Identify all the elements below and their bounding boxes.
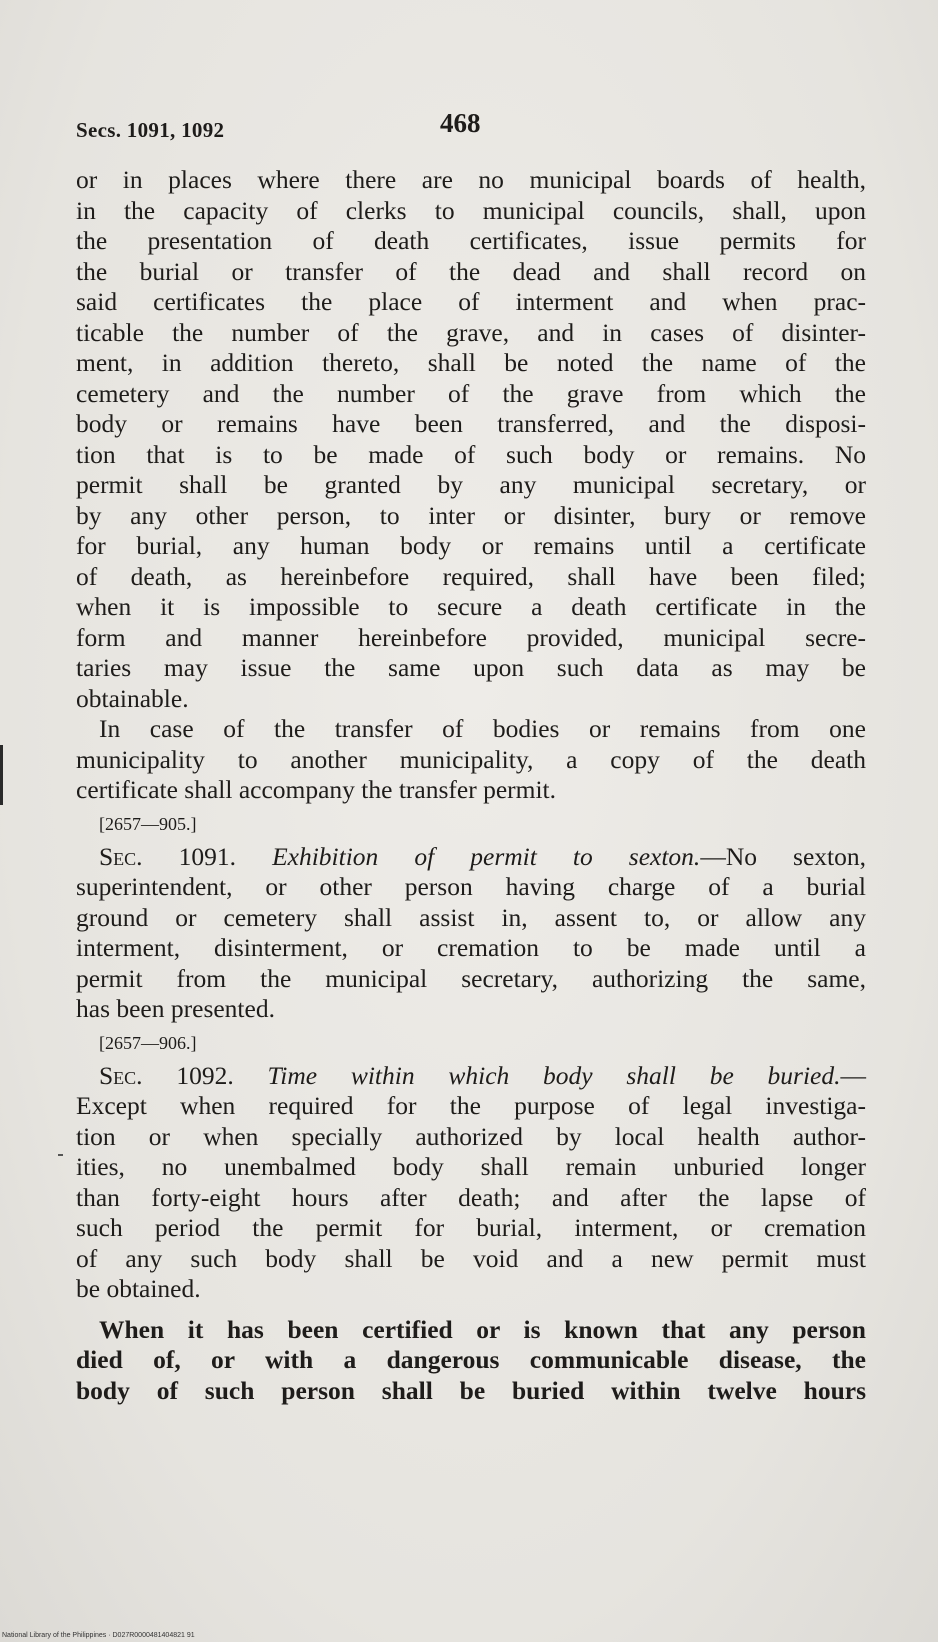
text-line: In case of the transfer of bodies or remains from one — [99, 714, 866, 743]
text-line: ticable the number of the grave, and in cases of disinter- — [76, 317, 866, 347]
text-line: permit from the municipal secretary, authorizing the same, — [76, 963, 866, 993]
page-number: 468 — [440, 108, 481, 138]
final-paragraph — [76, 1315, 866, 1407]
scan-edge-mark — [0, 745, 3, 805]
text-line: cemetery and the number of the grave from which the — [76, 378, 866, 408]
text-line: than forty-eight hours after death; and after the lapse of — [76, 1182, 866, 1212]
text-line: ities, no unembalmed body shall remain unburied longer — [76, 1152, 866, 1181]
text-line: obtainable. — [76, 683, 189, 713]
text-line: or in places where there are no municipal boards of health, — [76, 165, 866, 194]
body-text — [76, 165, 866, 1406]
section-label: Sec. 1092. — [99, 1060, 234, 1090]
legislative-reference: [2657—906.] — [99, 1032, 197, 1053]
text-line: municipality to another municipality, a copy of the death — [76, 744, 866, 774]
text-line: Except when required for the purpose of legal investiga- — [76, 1091, 866, 1120]
section-text: —No sexton, — [700, 841, 866, 871]
section-label: Sec. 1091. — [99, 841, 236, 871]
section-title: Exhibition of permit to sexton. — [272, 841, 701, 871]
text-line: taries may issue the same upon such data as may be — [76, 653, 866, 682]
section-title: Time within which body shall be buried. — [267, 1060, 841, 1090]
text-line: ment, in addition thereto, shall be noted the name of the — [76, 348, 866, 377]
text-line: the presentation of death certificates, issue permits for — [76, 226, 866, 255]
text-line: be obtained. — [76, 1274, 201, 1303]
text-line: for burial, any human body or remains until a certificate — [76, 531, 866, 560]
text-line: in the capacity of clerks to municipal councils, shall, upon — [76, 195, 866, 225]
text-line: body of such person shall be buried within twelve hours — [76, 1375, 866, 1405]
paragraph-gap — [76, 1305, 866, 1315]
text-line: tion that is to be made of such body or remains. No — [76, 439, 866, 469]
text-line: of death, as hereinbefore required, shall have been filed; — [76, 561, 866, 591]
text-line: ground or cemetery shall assist in, assent to, or allow any — [76, 902, 866, 932]
section-1091-heading-line — [76, 842, 866, 873]
text-line: the burial or transfer of the dead and shall record on — [76, 256, 866, 286]
text-line: certificate shall accompany the transfer permit. — [76, 775, 557, 804]
text-line: body or remains have been transferred, and the disposi- — [76, 409, 866, 438]
section-reference-header: Secs. 1091, 1092 — [76, 118, 225, 142]
text-line: form and manner hereinbefore provided, municipal secre- — [76, 622, 866, 652]
text-line: by any other person, to inter or disinter, bury or remove — [76, 500, 866, 530]
text-line: permit shall be granted by any municipal secretary, or — [76, 470, 866, 499]
text-line: interment, disinterment, or cremation to be made until a — [76, 933, 866, 962]
text-line: such period the permit for burial, interment, or cremation — [76, 1213, 866, 1242]
library-stamp: National Library of the Philippines · D027R0000481404821 91 — [2, 1632, 195, 1639]
text-line: died of, or with a dangerous communicable disease, the — [76, 1345, 866, 1374]
text-line: of any such body shall be void and a new permit must — [76, 1243, 866, 1273]
text-line: When it has been certified or is known that any person — [99, 1314, 866, 1344]
legislative-reference: [2657—905.] — [99, 813, 197, 834]
text-line: when it is impossible to secure a death certificate in the — [76, 592, 866, 621]
text-line: tion or when specially authorized by local health author- — [76, 1121, 866, 1151]
section-text: — — [840, 1060, 866, 1090]
text-line: said certificates the place of interment and when prac- — [76, 287, 866, 316]
section-1092-heading-line — [76, 1061, 866, 1092]
text-line: has been presented. — [76, 994, 275, 1023]
margin-dash-mark — [58, 1154, 63, 1156]
text-line: superintendent, or other person having charge of a burial — [76, 872, 866, 901]
